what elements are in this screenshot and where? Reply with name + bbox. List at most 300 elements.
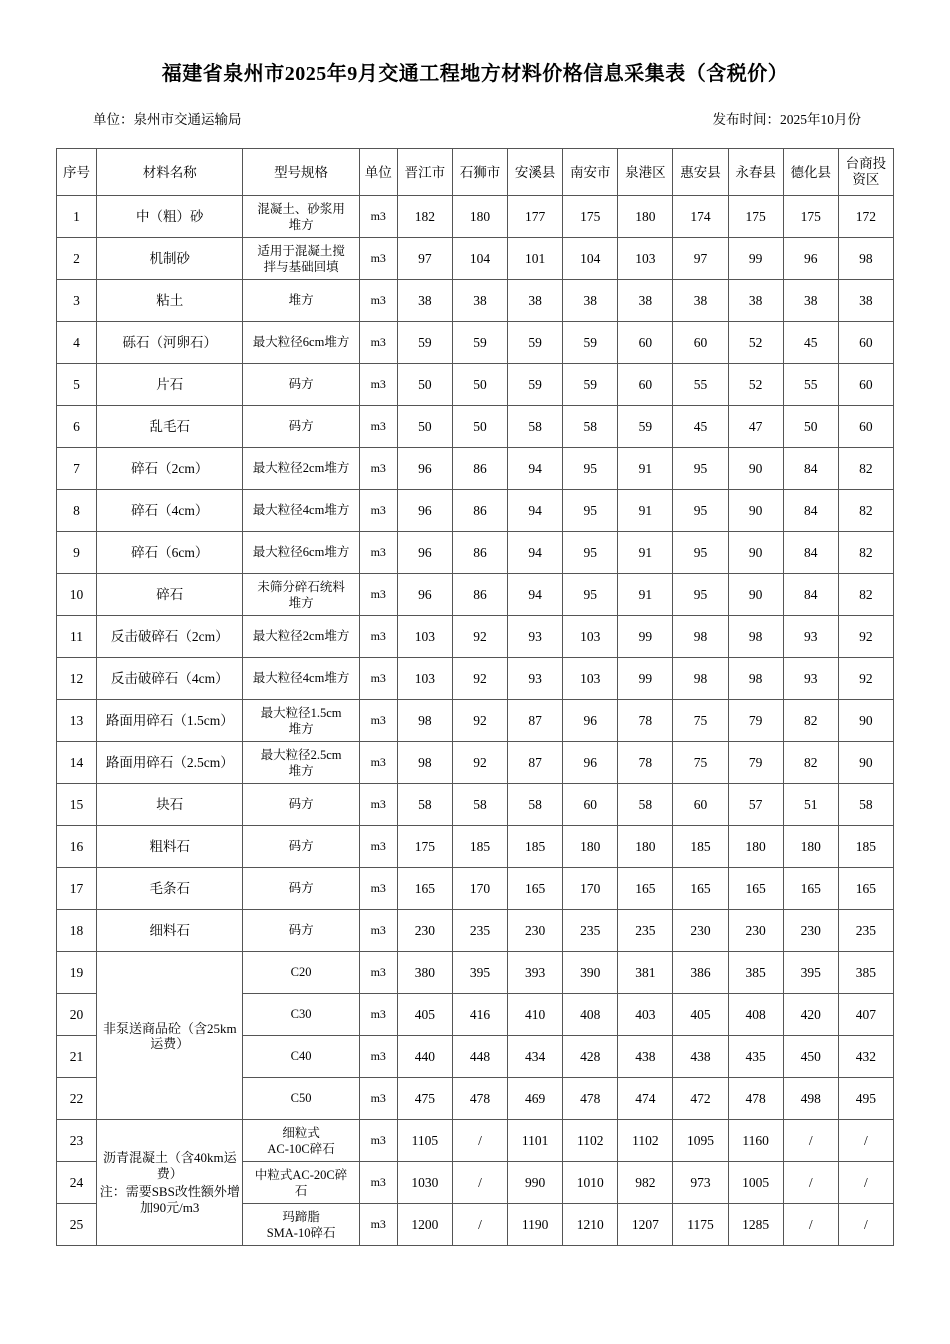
cell-price-yongchun: 408 — [728, 994, 783, 1036]
cell-price-anxi: 94 — [508, 490, 563, 532]
cell-price-nanan: 408 — [563, 994, 618, 1036]
cell-price-quangang: 38 — [618, 280, 673, 322]
cell-price-anxi: 230 — [508, 910, 563, 952]
cell-price-taishang: 60 — [838, 364, 893, 406]
cell-price-quangang: 59 — [618, 406, 673, 448]
cell-price-quangang: 103 — [618, 238, 673, 280]
cell-unit: m3 — [359, 196, 397, 238]
cell-price-huian: 230 — [673, 910, 728, 952]
cell-price-dehua: 175 — [783, 196, 838, 238]
cell-price-quangang: 165 — [618, 868, 673, 910]
column-header-unit: 单位 — [359, 149, 397, 196]
table-row — [57, 532, 894, 574]
cell-price-quangang: 60 — [618, 322, 673, 364]
cell-material-name: 粗料石 — [97, 826, 243, 868]
column-header-taishang-line1: 台商投 — [845, 156, 887, 171]
cell-unit: m3 — [359, 994, 397, 1036]
table-row — [57, 952, 894, 994]
cell-price-huian: 1175 — [673, 1204, 728, 1246]
cell-price-jinjiang: 98 — [397, 700, 452, 742]
cell-price-jinjiang: 475 — [397, 1078, 452, 1120]
cell-price-yongchun: 79 — [728, 742, 783, 784]
cell-seq: 17 — [57, 868, 97, 910]
cell-price-anxi: 38 — [508, 280, 563, 322]
cell-price-jinjiang: 175 — [397, 826, 452, 868]
cell-price-nanan: 390 — [563, 952, 618, 994]
cell-price-dehua: 84 — [783, 490, 838, 532]
cell-price-dehua: / — [783, 1120, 838, 1162]
cell-unit: m3 — [359, 532, 397, 574]
cell-price-dehua: 96 — [783, 238, 838, 280]
cell-price-anxi: 59 — [508, 322, 563, 364]
cell-price-nanan: 38 — [563, 280, 618, 322]
cell-price-yongchun: 52 — [728, 364, 783, 406]
cell-price-yongchun: 90 — [728, 574, 783, 616]
cell-price-anxi: 93 — [508, 658, 563, 700]
cell-price-huian: 60 — [673, 784, 728, 826]
cell-spec — [243, 742, 359, 784]
cell-price-jinjiang: 380 — [397, 952, 452, 994]
cell-price-dehua: / — [783, 1162, 838, 1204]
cell-price-huian: 98 — [673, 658, 728, 700]
cell-price-nanan: 104 — [563, 238, 618, 280]
cell-price-huian: 95 — [673, 532, 728, 574]
cell-unit: m3 — [359, 700, 397, 742]
asphalt-group-label: 沥青混凝土（含40km运费） — [102, 1149, 237, 1181]
cell-price-shishi: 50 — [452, 406, 507, 448]
cell-price-dehua: 45 — [783, 322, 838, 364]
cell-price-anxi: 165 — [508, 868, 563, 910]
cell-price-jinjiang: 38 — [397, 280, 452, 322]
cell-price-anxi: 469 — [508, 1078, 563, 1120]
cell-material-name: 路面用碎石（1.5cm） — [97, 700, 243, 742]
cell-material-name: 粘土 — [97, 280, 243, 322]
cell-price-huian: 95 — [673, 448, 728, 490]
cell-seq: 18 — [57, 910, 97, 952]
cell-unit: m3 — [359, 910, 397, 952]
cell-spec: 最大粒径2cm堆方 — [243, 616, 359, 658]
table-row — [57, 574, 894, 616]
cell-price-huian: 165 — [673, 868, 728, 910]
cell-price-jinjiang: 165 — [397, 868, 452, 910]
cell-price-huian: 55 — [673, 364, 728, 406]
cell-price-dehua: 50 — [783, 406, 838, 448]
cell-price-quangang: 474 — [618, 1078, 673, 1120]
column-header-nanan: 南安市 — [563, 149, 618, 196]
cell-price-taishang: 82 — [838, 574, 893, 616]
cell-price-taishang: 165 — [838, 868, 893, 910]
cell-price-huian: 97 — [673, 238, 728, 280]
cell-price-anxi: 410 — [508, 994, 563, 1036]
spec-line-2: 堆方 — [288, 721, 314, 736]
cell-seq: 11 — [57, 616, 97, 658]
cell-price-shishi: 395 — [452, 952, 507, 994]
cell-spec: 最大粒径2cm堆方 — [243, 448, 359, 490]
table-row — [57, 658, 894, 700]
cell-price-anxi: 94 — [508, 448, 563, 490]
cell-price-nanan: 59 — [563, 322, 618, 364]
column-header-taishang — [838, 149, 893, 196]
cell-price-yongchun: 1285 — [728, 1204, 783, 1246]
cell-price-nanan: 180 — [563, 826, 618, 868]
spec-line-1: 玛蹄脂 — [282, 1209, 320, 1224]
cell-price-quangang: 78 — [618, 700, 673, 742]
cell-price-dehua: 165 — [783, 868, 838, 910]
cell-price-jinjiang: 96 — [397, 448, 452, 490]
cell-price-huian: 95 — [673, 574, 728, 616]
cell-price-nanan: 175 — [563, 196, 618, 238]
cell-price-jinjiang: 96 — [397, 532, 452, 574]
cell-price-yongchun: 165 — [728, 868, 783, 910]
cell-price-quangang: 60 — [618, 364, 673, 406]
cell-price-quangang: 99 — [618, 616, 673, 658]
spec-line-1: 中粒式AC-20C碎 — [254, 1167, 348, 1182]
cell-price-nanan: 95 — [563, 532, 618, 574]
cell-price-dehua: 498 — [783, 1078, 838, 1120]
cell-price-taishang: 58 — [838, 784, 893, 826]
cell-seq: 10 — [57, 574, 97, 616]
cell-material-name: 块石 — [97, 784, 243, 826]
cell-price-jinjiang: 98 — [397, 742, 452, 784]
table-row — [57, 1120, 894, 1162]
cell-price-yongchun: 175 — [728, 196, 783, 238]
spec-line-2: 堆方 — [288, 595, 314, 610]
spec-line-1: 细粒式 — [282, 1125, 320, 1140]
cell-price-quangang: 235 — [618, 910, 673, 952]
cell-price-dehua: 395 — [783, 952, 838, 994]
cell-price-quangang: 438 — [618, 1036, 673, 1078]
cell-price-taishang: 60 — [838, 406, 893, 448]
cell-price-huian: 386 — [673, 952, 728, 994]
cell-price-quangang: 1102 — [618, 1120, 673, 1162]
cell-seq: 3 — [57, 280, 97, 322]
table-header-row — [57, 149, 894, 196]
cell-price-yongchun: 57 — [728, 784, 783, 826]
cell-price-anxi: 94 — [508, 574, 563, 616]
cell-price-dehua: 82 — [783, 742, 838, 784]
cell-price-taishang: 172 — [838, 196, 893, 238]
cell-spec: 码方 — [243, 406, 359, 448]
cell-price-yongchun: 90 — [728, 532, 783, 574]
cell-price-nanan: 96 — [563, 742, 618, 784]
table-row — [57, 196, 894, 238]
cell-price-dehua: 84 — [783, 448, 838, 490]
cell-price-dehua: 55 — [783, 364, 838, 406]
cell-price-anxi: 59 — [508, 364, 563, 406]
cell-price-dehua: 93 — [783, 658, 838, 700]
cell-material-name-concrete-group: 非泵送商品砼（含25km运费） — [97, 952, 243, 1120]
cell-price-shishi: 86 — [452, 574, 507, 616]
cell-spec: C20 — [243, 952, 359, 994]
cell-price-anxi: 101 — [508, 238, 563, 280]
cell-price-quangang: 91 — [618, 448, 673, 490]
cell-price-nanan: 95 — [563, 448, 618, 490]
cell-unit: m3 — [359, 364, 397, 406]
cell-spec: 最大粒径4cm堆方 — [243, 490, 359, 532]
cell-price-shishi: 180 — [452, 196, 507, 238]
cell-material-name: 反击破碎石（2cm） — [97, 616, 243, 658]
cell-price-huian: 98 — [673, 616, 728, 658]
cell-price-huian: 45 — [673, 406, 728, 448]
cell-price-quangang: 91 — [618, 574, 673, 616]
cell-price-yongchun: 98 — [728, 616, 783, 658]
cell-price-yongchun: 230 — [728, 910, 783, 952]
cell-spec: 最大粒径6cm堆方 — [243, 532, 359, 574]
cell-price-taishang: 38 — [838, 280, 893, 322]
cell-price-taishang: 90 — [838, 742, 893, 784]
spec-line-1: 最大粒径1.5cm — [260, 705, 342, 720]
cell-spec: C50 — [243, 1078, 359, 1120]
table-row — [57, 406, 894, 448]
cell-price-huian: 174 — [673, 196, 728, 238]
cell-seq: 23 — [57, 1120, 97, 1162]
cell-price-dehua: 420 — [783, 994, 838, 1036]
issuing-unit-label: 单位：泉州市交通运输局 — [93, 112, 242, 127]
table-row — [57, 784, 894, 826]
cell-price-jinjiang: 96 — [397, 574, 452, 616]
cell-seq: 2 — [57, 238, 97, 280]
cell-seq: 12 — [57, 658, 97, 700]
cell-price-anxi: 94 — [508, 532, 563, 574]
cell-price-taishang: 60 — [838, 322, 893, 364]
cell-spec: 堆方 — [243, 280, 359, 322]
cell-price-quangang: 91 — [618, 532, 673, 574]
cell-spec — [243, 1204, 359, 1246]
spec-line-2: AC-10C碎石 — [267, 1141, 335, 1156]
cell-price-taishang: 82 — [838, 490, 893, 532]
column-header-shishi: 石狮市 — [452, 149, 507, 196]
cell-price-quangang: 982 — [618, 1162, 673, 1204]
cell-material-name: 细料石 — [97, 910, 243, 952]
cell-price-shishi: 58 — [452, 784, 507, 826]
cell-price-yongchun: 98 — [728, 658, 783, 700]
cell-price-quangang: 180 — [618, 826, 673, 868]
cell-spec — [243, 1162, 359, 1204]
cell-price-nanan: 96 — [563, 700, 618, 742]
cell-price-anxi: 87 — [508, 742, 563, 784]
cell-price-huian: 95 — [673, 490, 728, 532]
cell-spec — [243, 574, 359, 616]
cell-price-quangang: 1207 — [618, 1204, 673, 1246]
cell-price-dehua: 93 — [783, 616, 838, 658]
cell-price-shishi: / — [452, 1204, 507, 1246]
cell-price-shishi: 92 — [452, 742, 507, 784]
cell-seq: 22 — [57, 1078, 97, 1120]
cell-material-name: 反击破碎石（4cm） — [97, 658, 243, 700]
cell-material-name: 碎石 — [97, 574, 243, 616]
spec-line-1: 混凝土、砂浆用 — [257, 201, 345, 216]
cell-material-name: 机制砂 — [97, 238, 243, 280]
cell-price-taishang: / — [838, 1162, 893, 1204]
cell-price-huian: 38 — [673, 280, 728, 322]
cell-price-huian: 75 — [673, 742, 728, 784]
cell-price-anxi: 990 — [508, 1162, 563, 1204]
cell-unit: m3 — [359, 616, 397, 658]
cell-price-shishi: 59 — [452, 322, 507, 364]
cell-spec: 最大粒径4cm堆方 — [243, 658, 359, 700]
table-row — [57, 910, 894, 952]
cell-price-nanan: 428 — [563, 1036, 618, 1078]
spec-line-2: 拌与基础回填 — [263, 259, 339, 274]
cell-seq: 19 — [57, 952, 97, 994]
column-header-spec: 型号规格 — [243, 149, 359, 196]
cell-spec — [243, 700, 359, 742]
cell-seq: 21 — [57, 1036, 97, 1078]
cell-price-nanan: 235 — [563, 910, 618, 952]
cell-unit: m3 — [359, 1078, 397, 1120]
cell-material-name: 砾石（河卵石） — [97, 322, 243, 364]
cell-price-yongchun: 1005 — [728, 1162, 783, 1204]
column-header-seq: 序号 — [57, 149, 97, 196]
cell-price-nanan: 60 — [563, 784, 618, 826]
column-header-jinjiang: 晋江市 — [397, 149, 452, 196]
cell-price-shishi: 86 — [452, 448, 507, 490]
cell-price-taishang: 82 — [838, 532, 893, 574]
cell-price-huian: 75 — [673, 700, 728, 742]
cell-price-anxi: 177 — [508, 196, 563, 238]
cell-price-shishi: 38 — [452, 280, 507, 322]
column-header-taishang-line2: 资区 — [852, 172, 880, 187]
cell-price-nanan: 170 — [563, 868, 618, 910]
cell-seq: 8 — [57, 490, 97, 532]
cell-spec: 码方 — [243, 784, 359, 826]
cell-price-huian: 472 — [673, 1078, 728, 1120]
spec-line-1: 适用于混凝土搅 — [257, 243, 345, 258]
cell-price-jinjiang: 405 — [397, 994, 452, 1036]
table-row — [57, 700, 894, 742]
cell-price-shishi: 92 — [452, 658, 507, 700]
cell-unit: m3 — [359, 448, 397, 490]
cell-price-taishang: / — [838, 1204, 893, 1246]
table-row — [57, 280, 894, 322]
cell-price-taishang: / — [838, 1120, 893, 1162]
cell-price-shishi: 104 — [452, 238, 507, 280]
price-table-container — [56, 148, 894, 1246]
cell-unit: m3 — [359, 742, 397, 784]
cell-unit: m3 — [359, 868, 397, 910]
document-meta — [85, 110, 865, 130]
cell-material-name-asphalt-group — [97, 1120, 243, 1246]
cell-unit: m3 — [359, 658, 397, 700]
cell-price-quangang: 99 — [618, 658, 673, 700]
cell-price-jinjiang: 59 — [397, 322, 452, 364]
cell-price-shishi: / — [452, 1120, 507, 1162]
spec-line-1: 最大粒径2.5cm — [260, 747, 342, 762]
cell-price-jinjiang: 230 — [397, 910, 452, 952]
cell-price-anxi: 1190 — [508, 1204, 563, 1246]
cell-price-anxi: 58 — [508, 784, 563, 826]
cell-price-huian: 973 — [673, 1162, 728, 1204]
cell-price-dehua: 38 — [783, 280, 838, 322]
cell-price-shishi: 92 — [452, 616, 507, 658]
cell-price-yongchun: 90 — [728, 490, 783, 532]
cell-spec — [243, 1120, 359, 1162]
cell-material-name: 路面用碎石（2.5cm） — [97, 742, 243, 784]
cell-price-yongchun: 38 — [728, 280, 783, 322]
cell-price-dehua: 51 — [783, 784, 838, 826]
cell-price-jinjiang: 440 — [397, 1036, 452, 1078]
cell-unit: m3 — [359, 238, 397, 280]
cell-unit: m3 — [359, 322, 397, 364]
cell-seq: 13 — [57, 700, 97, 742]
table-row — [57, 616, 894, 658]
cell-price-jinjiang: 50 — [397, 364, 452, 406]
cell-price-taishang: 432 — [838, 1036, 893, 1078]
cell-seq: 5 — [57, 364, 97, 406]
cell-price-yongchun: 47 — [728, 406, 783, 448]
cell-price-dehua: 180 — [783, 826, 838, 868]
cell-price-huian: 60 — [673, 322, 728, 364]
asphalt-group-note: 注：需要SBS改性额外增加90元/m3 — [99, 1183, 240, 1215]
cell-price-dehua: 230 — [783, 910, 838, 952]
cell-seq: 25 — [57, 1204, 97, 1246]
cell-price-shishi: 170 — [452, 868, 507, 910]
cell-price-yongchun: 478 — [728, 1078, 783, 1120]
cell-price-yongchun: 385 — [728, 952, 783, 994]
cell-price-taishang: 407 — [838, 994, 893, 1036]
publish-date-label: 发布时间：2025年10月份 — [712, 112, 861, 127]
page-title: 福建省泉州市2025年9月交通工程地方材料价格信息采集表（含税价） — [161, 63, 789, 85]
cell-unit: m3 — [359, 1162, 397, 1204]
spec-line-2: 堆方 — [288, 217, 314, 232]
cell-seq: 15 — [57, 784, 97, 826]
cell-price-shishi: 416 — [452, 994, 507, 1036]
cell-seq: 4 — [57, 322, 97, 364]
cell-spec: 最大粒径6cm堆方 — [243, 322, 359, 364]
cell-material-name: 碎石（6cm） — [97, 532, 243, 574]
cell-price-nanan: 58 — [563, 406, 618, 448]
cell-price-nanan: 478 — [563, 1078, 618, 1120]
cell-spec — [243, 196, 359, 238]
cell-spec: 码方 — [243, 364, 359, 406]
cell-spec: C30 — [243, 994, 359, 1036]
column-header-dehua: 德化县 — [783, 149, 838, 196]
cell-unit: m3 — [359, 280, 397, 322]
cell-unit: m3 — [359, 952, 397, 994]
table-row — [57, 322, 894, 364]
table-header — [57, 149, 894, 196]
cell-price-nanan: 95 — [563, 574, 618, 616]
cell-price-taishang: 235 — [838, 910, 893, 952]
cell-price-jinjiang: 1030 — [397, 1162, 452, 1204]
table-row — [57, 448, 894, 490]
cell-price-nanan: 103 — [563, 616, 618, 658]
cell-unit: m3 — [359, 1036, 397, 1078]
cell-price-taishang: 92 — [838, 658, 893, 700]
cell-price-dehua: 450 — [783, 1036, 838, 1078]
cell-material-name: 碎石（2cm） — [97, 448, 243, 490]
table-row — [57, 490, 894, 532]
spec-line-2: 石 — [294, 1183, 308, 1198]
cell-price-nanan: 103 — [563, 658, 618, 700]
cell-price-jinjiang: 103 — [397, 616, 452, 658]
table-row — [57, 868, 894, 910]
cell-price-anxi: 393 — [508, 952, 563, 994]
cell-price-taishang: 185 — [838, 826, 893, 868]
cell-price-shishi: 92 — [452, 700, 507, 742]
cell-price-huian: 405 — [673, 994, 728, 1036]
table-row — [57, 826, 894, 868]
cell-price-shishi: / — [452, 1162, 507, 1204]
cell-unit: m3 — [359, 1120, 397, 1162]
cell-price-jinjiang: 182 — [397, 196, 452, 238]
cell-price-anxi: 93 — [508, 616, 563, 658]
cell-price-anxi: 1101 — [508, 1120, 563, 1162]
cell-price-shishi: 50 — [452, 364, 507, 406]
cell-price-nanan: 1010 — [563, 1162, 618, 1204]
cell-price-dehua: 84 — [783, 532, 838, 574]
cell-seq: 24 — [57, 1162, 97, 1204]
